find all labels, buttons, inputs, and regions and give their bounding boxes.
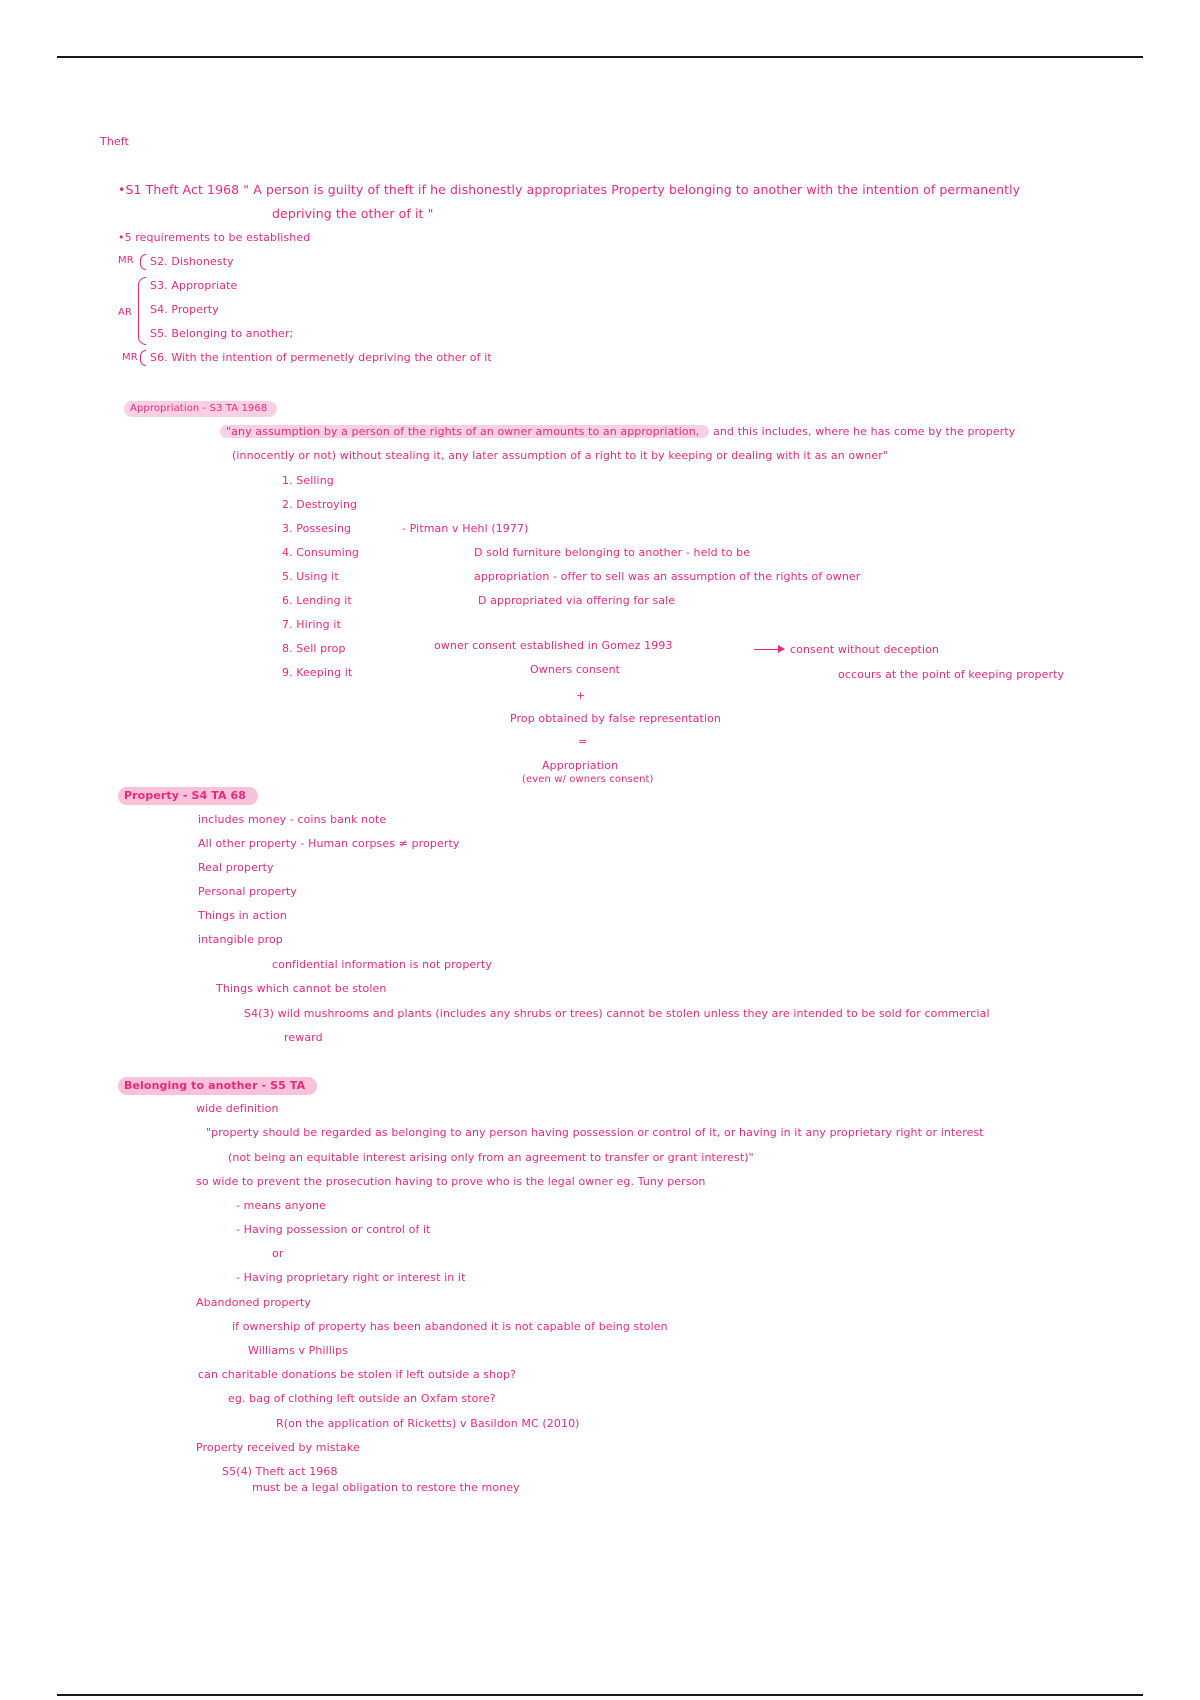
page-title: Theft — [100, 135, 129, 148]
or-label: or — [272, 1247, 284, 1260]
case-pitman-note: appropriation - offer to sell was an assumption of the rights of owner — [474, 570, 861, 583]
abandoned-property: Abandoned property — [196, 1296, 312, 1309]
case-pitman: - Pitman v Hehl (1977) — [402, 522, 529, 535]
ar-marker: AR — [118, 307, 132, 318]
confidential-note: confidential information is not property — [272, 958, 492, 971]
appropriation-list-item: 3. Possesing — [282, 522, 352, 535]
case-pitman-note: D sold furniture belonging to another - held to be — [474, 546, 751, 559]
equation-result-note: (even w/ owners consent) — [522, 774, 654, 785]
charitable-question: can charitable donations be stolen if left outside a shop? — [198, 1368, 517, 1381]
mistake-heading: Property received by mistake — [196, 1441, 360, 1454]
appropriation-quote-line-2: (innocently or not) without stealing it, any later assumption of a right to it by keeping or dealing with it as an owner" — [232, 449, 889, 462]
appropriation-quote-highlight: "any assumption by a person of the rights of an owner amounts to an appropriation, — [220, 425, 709, 438]
wild-plants-line-1: S4(3) wild mushrooms and plants (includes any shrubs or trees) cannot be stolen unless they are intended to be sold for commercial — [244, 1007, 990, 1020]
equation-owners-consent: Owners consent — [530, 663, 621, 676]
property-item: All other property - Human corpses ≠ property — [198, 837, 460, 850]
requirements-heading: •5 requirements to be established — [118, 231, 311, 244]
requirement-item: S2. Dishonesty — [150, 255, 234, 268]
appropriation-list-item: 7. Hiring it — [282, 618, 341, 631]
case-pitman-note: D appropriated via offering for sale — [478, 594, 676, 607]
belonging-quote-line-2: (not being an equitable interest arising only from an agreement to transfer or grant interest)" — [228, 1151, 754, 1164]
requirement-item: S5. Belonging to another; — [150, 327, 294, 340]
so-wide-note: so wide to prevent the prosecution having to prove who is the legal owner eg. Tuny person — [196, 1175, 706, 1188]
appropriation-list-item: 2. Destroying — [282, 498, 358, 511]
ar-bracket — [138, 277, 146, 345]
appropriation-list-item: 1. Selling — [282, 474, 334, 487]
requirement-item: S3. Appropriate — [150, 279, 238, 292]
mr-marker-top: MR — [118, 255, 134, 266]
property-item: Real property — [198, 861, 274, 874]
equation-equals: = — [578, 735, 588, 748]
appropriation-quote-line-1 — [220, 424, 1015, 440]
property-item: Personal property — [198, 885, 298, 898]
header-rule — [57, 56, 1143, 58]
appropriation-list-item: 6. Lending it — [282, 594, 352, 607]
consent-note: consent without deception — [790, 643, 939, 656]
consent-case: owner consent established in Gomez 1993 — [434, 639, 673, 652]
having-proprietary: - Having proprietary right or interest in it — [236, 1271, 466, 1284]
charitable-case: R(on the application of Ricketts) v Basildon MC (2010) — [276, 1417, 580, 1430]
equation-result: Appropriation — [542, 759, 619, 772]
mr-bracket-bottom — [140, 350, 146, 366]
appropriation-heading: Appropriation - S3 TA 1968 — [124, 401, 277, 417]
definition-line-1: •S1 Theft Act 1968 " A person is guilty of theft if he dishonestly appropriates Property belonging to another with the intention of permanently — [118, 182, 1021, 197]
mistake-note: must be a legal obligation to restore the money — [252, 1481, 520, 1494]
having-possession: - Having possession or control of it — [236, 1223, 431, 1236]
requirement-item: S4. Property — [150, 303, 219, 316]
belonging-quote-line-1: "property should be regarded as belonging to any person having possession or control of it, or having in it any proprietary right or interest — [206, 1126, 984, 1139]
appropriation-list-item: 8. Sell prop — [282, 642, 346, 655]
equation-false-representation: Prop obtained by false representation — [510, 712, 721, 725]
cannot-be-stolen: Things which cannot be stolen — [216, 982, 387, 995]
property-item: includes money - coins bank note — [198, 813, 387, 826]
requirement-item: S6. With the intention of permenetly depriving the other of it — [150, 351, 492, 364]
property-heading: Property - S4 TA 68 — [118, 787, 258, 805]
equation-plus: + — [576, 689, 586, 702]
abandoned-note: if ownership of property has been abandoned it is not capable of being stolen — [232, 1320, 668, 1333]
appropriation-list-item: 9. Keeping it — [282, 666, 353, 679]
consent-arrow-head — [778, 645, 785, 653]
mistake-section: S5(4) Theft act 1968 — [222, 1465, 338, 1478]
wide-definition: wide definition — [196, 1102, 279, 1115]
charitable-example: eg. bag of clothing left outside an Oxfam store? — [228, 1392, 496, 1405]
mr-bracket-top — [140, 254, 146, 270]
definition-line-2: depriving the other of it " — [272, 206, 434, 221]
appropriation-list-item: 5. Using it — [282, 570, 339, 583]
property-item: intangible prop — [198, 933, 283, 946]
footer-rule — [57, 1694, 1143, 1696]
consent-arrow — [754, 649, 778, 650]
appropriation-quote-rest: and this includes, where he has come by the property — [712, 425, 1016, 438]
property-item: Things in action — [198, 909, 287, 922]
wild-plants-line-2: reward — [284, 1031, 323, 1044]
mr-marker-bottom: MR — [122, 352, 138, 363]
means-anyone: - means anyone — [236, 1199, 326, 1212]
abandoned-case: Williams v Phillips — [248, 1344, 348, 1357]
keeping-note: occours at the point of keeping property — [838, 668, 1065, 681]
belonging-heading: Belonging to another - S5 TA — [118, 1077, 317, 1095]
appropriation-list-item: 4. Consuming — [282, 546, 360, 559]
